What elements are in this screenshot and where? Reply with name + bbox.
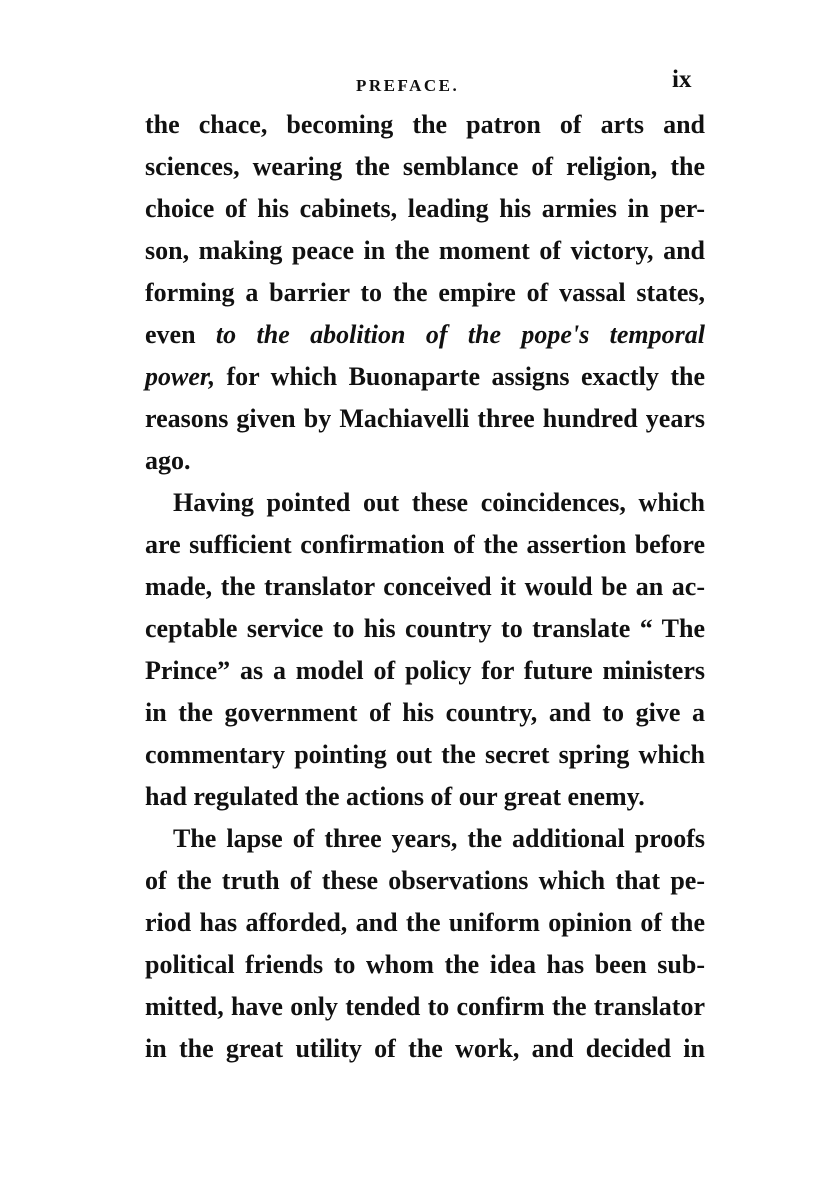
text-fragment: even — [145, 320, 196, 349]
text-line: are sufficient confirmation of the assertion before — [145, 530, 705, 559]
text-line: the chace, becoming the patron of arts and — [145, 110, 705, 139]
text-line: made, the translator conceived it would be an ac- — [145, 572, 705, 601]
running-head — [0, 66, 840, 106]
text-fragment: for which Buonaparte assigns exactly the — [226, 362, 705, 391]
text-line: sciences, wearing the semblance of religion, the — [145, 152, 705, 181]
text-line: riod has afforded, and the uniform opinion of the — [145, 908, 705, 937]
italic-phrase: to the abolition of the pope's temporal — [215, 320, 705, 349]
running-title: PREFACE. — [356, 76, 460, 95]
text-line: Prince” as a model of policy for future ministers — [145, 656, 705, 685]
text-line: choice of his cabinets, leading his armies in per- — [145, 194, 705, 223]
text-line: reasons given by Machiavelli three hundred years — [145, 404, 705, 433]
italic-phrase: power, — [145, 362, 216, 391]
text-line: had regulated the actions of our great enemy. — [145, 782, 645, 811]
text-line: political friends to whom the idea has been sub- — [145, 950, 705, 979]
text-line: ago. — [145, 446, 191, 475]
text-line: mitted, have only tended to confirm the translator — [145, 992, 705, 1021]
text-line: in the great utility of the work, and decided in — [145, 1034, 705, 1063]
text-line: commentary pointing out the secret spring which — [145, 740, 705, 769]
text-line: of the truth of these observations which that pe- — [145, 866, 705, 895]
text-line: forming a barrier to the empire of vassal states, — [145, 278, 705, 307]
page-number: ix — [672, 66, 692, 93]
text-line — [145, 356, 705, 398]
text-line: ceptable service to his country to translate “ The — [145, 614, 705, 643]
text-line: The lapse of three years, the additional proofs — [173, 824, 705, 853]
text-line: son, making peace in the moment of victory, and — [145, 236, 705, 265]
text-line: Having pointed out these coincidences, which — [173, 488, 705, 517]
text-line: in the government of his country, and to give a — [145, 698, 705, 727]
text-line — [145, 314, 705, 356]
text-body — [145, 104, 705, 1070]
